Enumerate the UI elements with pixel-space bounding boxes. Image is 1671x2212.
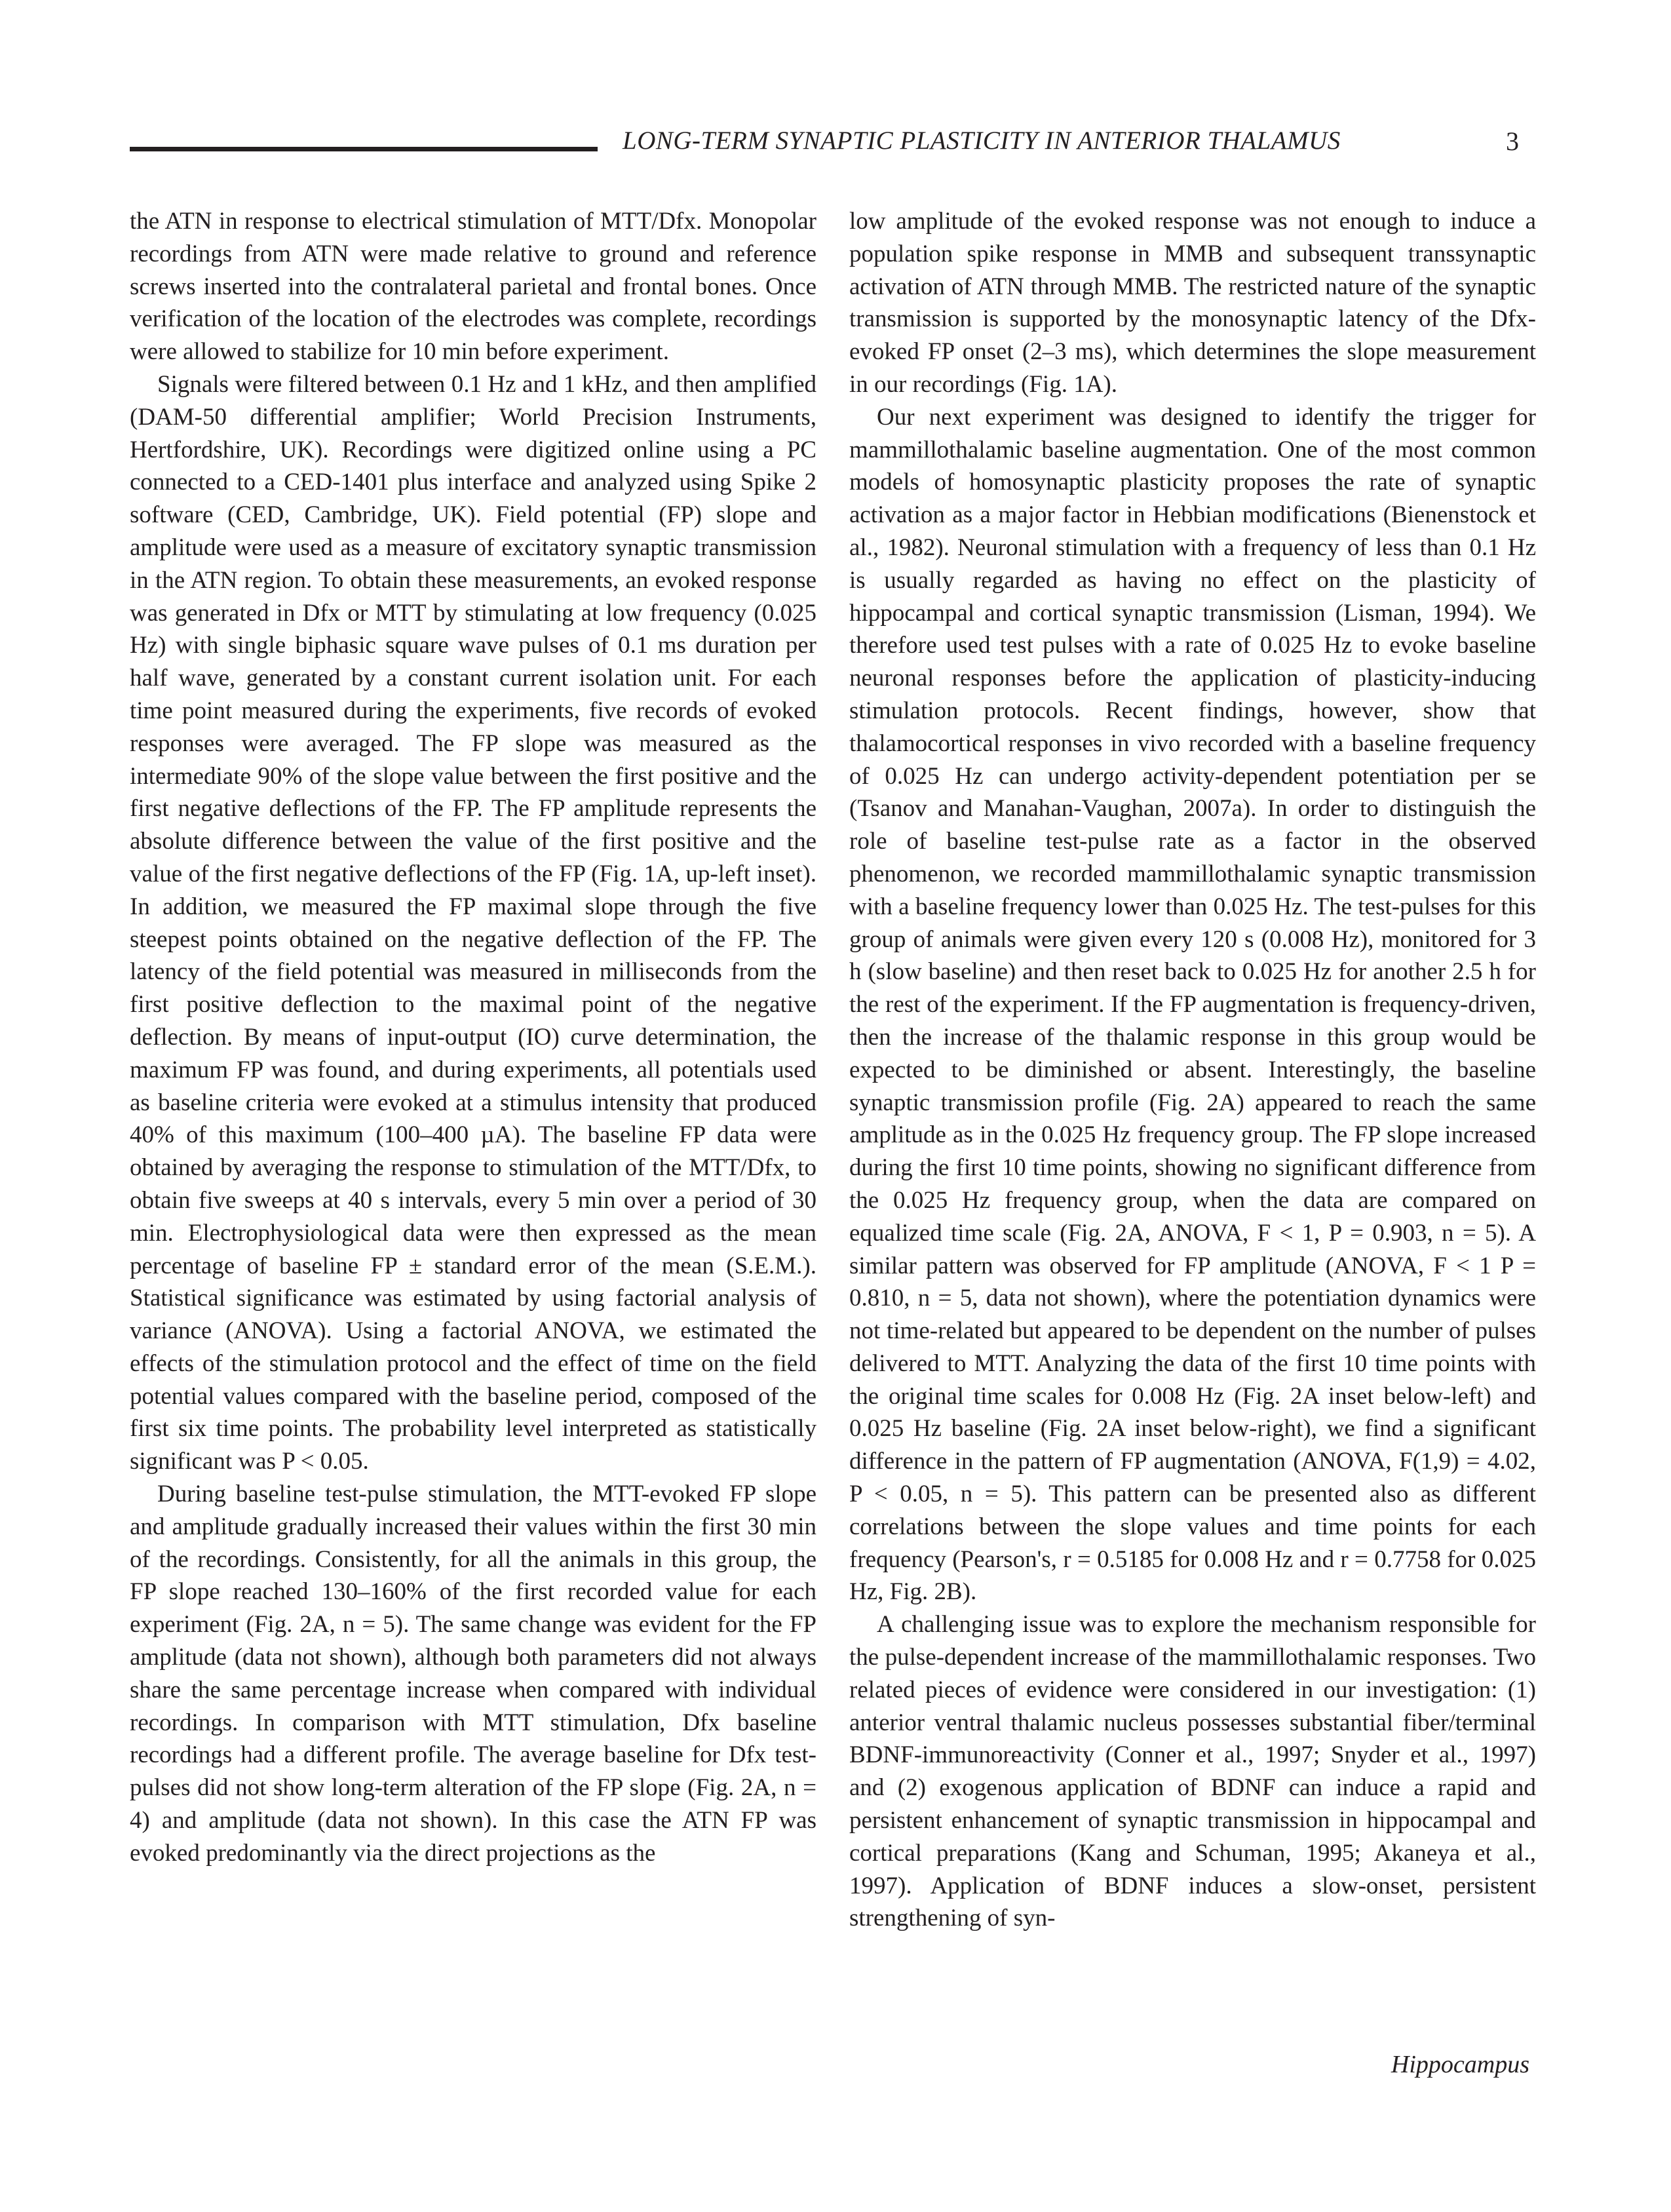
paragraph: During baseline test-pulse stimulation, the MTT-evoked FP slope and amplitude gradually increased their values within the first 30 min of the recordings. Consistently, for all the animals in this group, the FP slope reached 130–160% of the first recorded value for each experiment (Fig. 2A, n = 5). The same change was evident for the FP amplitude (data not shown), although both parameters did not always share the same percentage increase when compared with individual recordings. In comparison with MTT stimulation, Dfx baseline recordings had a different profile. The average baseline for Dfx test-pulses did not show long-term alteration of the FP slope (Fig. 2A, n = 4) and amplitude (data not shown). In this case the ATN FP was evoked predominantly via the direct projections as the: [130, 1481, 816, 1867]
journal-name: Hippocampus: [1391, 2051, 1529, 2078]
paragraph: Signals were filtered between 0.1 Hz and 1 kHz, and then amplified (DAM-50 differential amplifier; World Precision Instruments, Hertfordshire, UK). Recordings were digitized online using a PC connected to a CED-1401 plus interface and analyzed using Spike 2 software (CED, Cambridge, UK). Field potential (FP) slope and amplitude were used as a measure of excitatory synaptic transmission in the ATN region. To obtain these measurements, an evoked response was generated in Dfx or MTT by stimulating at low frequency (0.025 Hz) with single biphasic square wave pulses of 0.1 ms duration per half wave, generated by a constant current isolation unit. For each time point measured during the experiments, five records of evoked responses were averaged. The FP slope was measured as the intermediate 90% of the slope value between the first positive and the first negative deflections of the FP. The FP amplitude represents the absolute difference between the value of the first positive and the value of the first negative deflections of the FP (Fig. 1A, up-left inset). In addition, we measured the FP maximal slope through the five steepest points obtained on the negative deflection of the FP. The latency of the field potential was measured in milliseconds from the first positive deflection to the maximal point of the negative deflection. By means of input-output (IO) curve determination, the maximum FP was found, and during experiments, all potentials used as baseline criteria were evoked at a stimulus intensity that produced 40% of this maximum (100–400 µA). The baseline FP data were obtained by averaging the response to stimulation of the MTT/Dfx, to obtain five sweeps at 40 s intervals, every 5 min over a period of 30 min. Electrophysiological data were then expressed as the mean percentage of baseline FP ± standard error of the mean (S.E.M.). Statistical significance was estimated by using factorial analysis of variance (ANOVA). Using a factorial ANOVA, we estimated the effects of the stimulation protocol and the effect of time on the field potential values compared with the baseline period, composed of the first six time points. The probability level interpreted as statistically significant was P < 0.05.: [130, 370, 816, 1475]
right-column: [849, 205, 1536, 1935]
paragraph: Our next experiment was designed to identify the trigger for mammillothalamic baseline augmentation. One of the most common models of homosynaptic plasticity proposes the rate of synaptic activation as a major factor in Hebbian modifications (Bienenstock et al., 1982). Neuronal stimulation with a frequency of less than 0.1 Hz is usually regarded as having no effect on the plasticity of hippocampal and cortical synaptic transmission (Lisman, 1994). We therefore used test pulses with a rate of 0.025 Hz to evoke baseline neuronal responses before the application of plasticity-inducing stimulation protocols. Recent findings, however, show that thalamocortical responses in vivo recorded with a baseline frequency of 0.025 Hz can undergo activity-dependent potentiation per se (Tsanov and Manahan-Vaughan, 2007a). In order to distinguish the role of baseline test-pulse rate as a factor in the observed phenomenon, we recorded mammillothalamic synaptic transmission with a baseline frequency lower than 0.025 Hz. The test-pulses for this group of animals were given every 120 s (0.008 Hz), monitored for 3 h (slow baseline) and then reset back to 0.025 Hz for another 2.5 h for the rest of the experiment. If the FP augmentation is frequency-driven, then the increase of the thalamic response in this group would be expected to be diminished or absent. Interestingly, the baseline synaptic transmission profile (Fig. 2A) appeared to reach the same amplitude as in the 0.025 Hz frequency group. The FP slope increased during the first 10 time points, showing no significant difference from the 0.025 Hz frequency group, when the data are compared on equalized time scale (Fig. 2A, ANOVA, F < 1, P = 0.903, n = 5). A similar pattern was observed for FP amplitude (ANOVA, F < 1 P = 0.810, n = 5, data not shown), where the potentiation dynamics were not time-related but appeared to be dependent on the number of pulses delivered to MTT. Analyzing the data of the first 10 time points with the original time scales for 0.008 Hz (Fig. 2A inset below-left) and 0.025 Hz baseline (Fig. 2A inset below-right), we find a significant difference in the pattern of FP augmentation (ANOVA, F(1,9) = 4.02, P < 0.05, n = 5). This pattern can be presented also as different correlations between the slope values and time points for each frequency (Pearson's, r = 0.5185 for 0.008 Hz and r = 0.7758 for 0.025 Hz, Fig. 2B).: [849, 403, 1536, 1606]
left-column: [130, 205, 816, 1870]
page-number: 3: [1506, 126, 1519, 156]
paragraph: the ATN in response to electrical stimulation of MTT/Dfx. Monopolar recordings from ATN were made relative to ground and reference screws inserted into the contralateral parietal and frontal bones. Once verification of the location of the electrodes was complete, recordings were allowed to stabilize for 10 min before experiment.: [130, 208, 816, 366]
header-rule: [130, 147, 598, 151]
paragraph: low amplitude of the evoked response was not enough to induce a population spike response in MMB and subsequent transsynaptic activation of ATN through MMB. The restricted nature of the synaptic transmission is supported by the monosynaptic latency of the Dfx-evoked FP onset (2–3 ms), which determines the slope measurement in our recordings (Fig. 1A).: [849, 208, 1536, 398]
running-head: LONG-TERM SYNAPTIC PLASTICITY IN ANTERIOR THALAMUS: [623, 126, 1341, 155]
paragraph: A challenging issue was to explore the mechanism responsible for the pulse-dependent increase of the mammillothalamic responses. Two related pieces of evidence were considered in our investigation: (1) anterior ventral thalamic nucleus possesses substantial fiber/terminal BDNF-immunoreactivity (Conner et al., 1997; Snyder et al., 1997) and (2) exogenous application of BDNF can induce a rapid and persistent enhancement of synaptic transmission in hippocampal and cortical preparations (Kang and Schuman, 1995; Akaneya et al., 1997). Application of BDNF induces a slow-onset, persistent strengthening of syn-: [849, 1611, 1536, 1932]
